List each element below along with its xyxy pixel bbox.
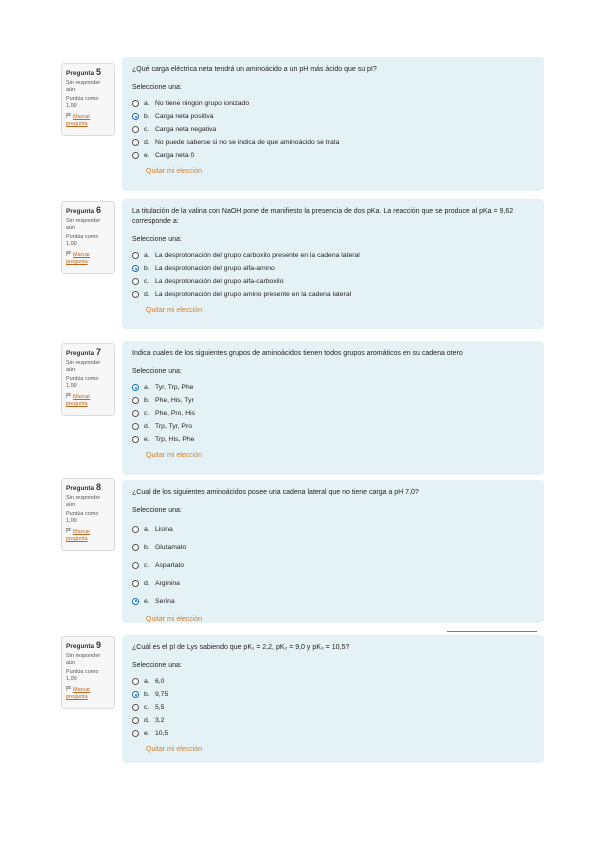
answer-prompt: Seleccione una: — [132, 236, 182, 243]
question-number: 9 — [95, 640, 101, 650]
flag-icon — [66, 113, 71, 118]
question-points: Puntúa como 1,00 — [66, 96, 99, 109]
option-letter: c. — [144, 278, 150, 285]
question-box-6 — [122, 199, 544, 329]
radio-button[interactable] — [132, 291, 139, 298]
option-text: La desprotonación del grupo amino presente en la cadena lateral — [155, 291, 352, 298]
flag-question-link[interactable] — [66, 393, 110, 408]
answer-prompt: Seleccione una: — [132, 368, 182, 375]
flag-question-label: Marcar pregunta — [66, 394, 91, 407]
question-word: Pregunta — [66, 350, 95, 357]
radio-button[interactable] — [132, 580, 139, 587]
option-text: Carga neta negativa — [155, 126, 217, 133]
option-letter: b. — [144, 265, 150, 272]
answer-option[interactable] — [132, 420, 534, 433]
radio-button[interactable] — [132, 730, 139, 737]
answer-option[interactable] — [132, 520, 534, 538]
question-number: 6 — [95, 205, 101, 215]
flag-question-link[interactable] — [66, 528, 110, 543]
question-title — [66, 642, 110, 650]
radio-button[interactable] — [132, 139, 139, 146]
option-text: Arginina — [155, 579, 180, 587]
answer-option[interactable] — [132, 288, 534, 301]
question-points: Puntúa como 1,00 — [66, 669, 99, 682]
flag-icon — [66, 686, 71, 691]
answer-option[interactable] — [132, 675, 534, 688]
question-title — [66, 349, 110, 357]
flag-icon — [66, 251, 71, 256]
answer-option[interactable] — [132, 123, 534, 136]
clear-choice-link[interactable]: Quitar mi elección — [146, 168, 203, 175]
option-letter: b. — [144, 397, 150, 404]
question-info-8 — [61, 478, 115, 551]
divider-line — [447, 631, 537, 632]
radio-button[interactable] — [132, 704, 139, 711]
option-text: Lisina — [155, 525, 173, 533]
answer-prompt: Seleccione una: — [132, 507, 182, 514]
answer-option[interactable] — [132, 394, 534, 407]
flag-question-label: Marcar pregunta — [66, 114, 91, 127]
option-text: No tiene ningún grupo ionizado — [155, 100, 250, 107]
question-info-9 — [61, 636, 115, 709]
radio-button[interactable] — [132, 384, 139, 391]
option-text: 6,0 — [155, 678, 165, 685]
radio-button[interactable] — [132, 252, 139, 259]
clear-choice-link[interactable]: Quitar mi elección — [146, 616, 203, 623]
option-text: Carga neta positiva — [155, 113, 214, 120]
radio-button[interactable] — [132, 152, 139, 159]
option-letter: a. — [144, 678, 150, 685]
answer-option[interactable] — [132, 538, 534, 556]
radio-button[interactable] — [132, 397, 139, 404]
question-info-5 — [61, 63, 115, 136]
option-letter: d. — [144, 579, 150, 587]
radio-button[interactable] — [132, 598, 139, 605]
option-text: Aspartato — [155, 561, 185, 569]
question-info-7 — [61, 343, 115, 416]
option-letter: a. — [144, 100, 150, 107]
answer-option[interactable] — [132, 381, 534, 394]
answer-option[interactable] — [132, 592, 534, 610]
option-letter: e. — [144, 730, 150, 737]
option-text: Trp, His, Phe — [155, 436, 195, 443]
radio-button[interactable] — [132, 691, 139, 698]
answer-option[interactable] — [132, 688, 534, 701]
option-text: Trp, Tyr, Pro — [155, 423, 193, 430]
answer-option[interactable] — [132, 110, 534, 123]
answer-option[interactable] — [132, 262, 534, 275]
option-text: Phe, Pro, His — [155, 410, 196, 417]
radio-button[interactable] — [132, 100, 139, 107]
option-text: Carga neta 0 — [155, 152, 195, 159]
option-letter: d. — [144, 139, 150, 146]
answer-option[interactable] — [132, 727, 534, 740]
flag-question-link[interactable] — [66, 113, 110, 128]
option-letter: c. — [144, 561, 150, 569]
flag-question-label: Marcar pregunta — [66, 529, 91, 542]
flag-question-link[interactable] — [66, 251, 110, 266]
answer-prompt: Seleccione una: — [132, 662, 182, 669]
question-points: Puntúa como 1,00 — [66, 511, 99, 524]
clear-choice-link[interactable]: Quitar mi elección — [146, 746, 203, 753]
question-word: Pregunta — [66, 70, 95, 77]
answer-option[interactable] — [132, 149, 534, 162]
radio-button[interactable] — [132, 562, 139, 569]
answer-option[interactable] — [132, 433, 534, 446]
radio-button[interactable] — [132, 278, 139, 285]
answer-option[interactable] — [132, 136, 534, 149]
flag-icon — [66, 528, 71, 533]
question-title — [66, 69, 110, 77]
option-text: La desprotonación del grupo alfa-amino — [155, 265, 275, 272]
option-text: La desprotonación del grupo alfa-carboxilo — [155, 278, 284, 285]
answer-option[interactable] — [132, 275, 534, 288]
option-text: No puede saberse si no se indica de que aminoácido se trata — [155, 139, 340, 146]
flag-question-link[interactable] — [66, 686, 110, 701]
option-text: Serina — [155, 597, 175, 605]
radio-button[interactable] — [132, 436, 139, 443]
answer-option[interactable] — [132, 574, 534, 592]
option-text: Glutamato — [155, 543, 187, 551]
question-number: 7 — [95, 347, 101, 357]
radio-button[interactable] — [132, 526, 139, 533]
option-letter: d. — [144, 423, 150, 430]
question-box-9 — [122, 635, 544, 763]
option-text: 5,5 — [155, 704, 165, 711]
question-info-6 — [61, 201, 115, 274]
option-letter: c. — [144, 126, 150, 133]
option-text: Phe, His, Tyr — [155, 397, 194, 404]
question-points: Puntúa como 1,00 — [66, 376, 99, 389]
clear-choice-link[interactable]: Quitar mi elección — [146, 452, 203, 459]
answer-option[interactable] — [132, 701, 534, 714]
option-letter: e. — [144, 597, 150, 605]
radio-button[interactable] — [132, 544, 139, 551]
answer-option[interactable] — [132, 97, 534, 110]
option-letter: b. — [144, 691, 150, 698]
question-status: Sin responder aún — [66, 360, 101, 373]
flag-question-label: Marcar pregunta — [66, 687, 91, 700]
question-box-7 — [122, 341, 544, 475]
question-box-5 — [122, 57, 544, 191]
option-text: 3,2 — [155, 717, 165, 724]
option-text: 10,5 — [155, 730, 169, 737]
question-word: Pregunta — [66, 485, 95, 492]
option-letter: c. — [144, 410, 150, 417]
answer-option[interactable] — [132, 407, 534, 420]
question-text: La titulación de la valina con NaOH pone de manifiesto la presencia de dos pKa. La reacción que se produce al pKa = 9,62 corresponde a: — [132, 208, 514, 225]
option-letter: d. — [144, 291, 150, 298]
question-word: Pregunta — [66, 643, 95, 650]
option-letter: e. — [144, 436, 150, 443]
option-letter: c. — [144, 704, 150, 711]
flag-question-label: Marcar pregunta — [66, 252, 91, 265]
radio-button[interactable] — [132, 423, 139, 430]
question-points: Puntúa como 1,00 — [66, 234, 99, 247]
radio-button[interactable] — [132, 126, 139, 133]
question-text: ¿Qué carga eléctrica neta tendrá un aminoácido a un pH más ácido que su pI? — [132, 66, 377, 73]
radio-button[interactable] — [132, 678, 139, 685]
radio-button[interactable] — [132, 717, 139, 724]
question-number: 5 — [95, 67, 101, 77]
answer-option[interactable] — [132, 249, 534, 262]
question-status: Sin responder aún — [66, 80, 101, 93]
question-text: Indica cuales de los siguientes grupos de aminoácidos tienen todos grupos aromáticos en su cadena otero — [132, 350, 463, 357]
question-status: Sin responder aún — [66, 495, 101, 508]
radio-button[interactable] — [132, 410, 139, 417]
question-word: Pregunta — [66, 208, 95, 215]
answer-prompt: Seleccione una: — [132, 84, 182, 91]
option-text: Tyr, Trp, Phe — [155, 384, 194, 391]
option-letter: b. — [144, 113, 150, 120]
option-letter: e. — [144, 152, 150, 159]
option-letter: b. — [144, 543, 150, 551]
clear-choice-link[interactable]: Quitar mi elección — [146, 307, 203, 314]
answer-option[interactable] — [132, 556, 534, 574]
option-text: La desprotonación del grupo carboxilo presente en la cadena lateral — [155, 252, 360, 259]
question-box-8 — [122, 480, 544, 623]
question-title — [66, 484, 110, 492]
option-text: 9,75 — [155, 691, 169, 698]
option-letter: a. — [144, 252, 150, 259]
question-status: Sin responder aún — [66, 653, 101, 666]
flag-icon — [66, 393, 71, 398]
option-letter: a. — [144, 525, 150, 533]
question-title — [66, 207, 110, 215]
question-text: ¿Cuál es el pI de Lys sabiendo que pK₁ = 2,2, pK₂ = 9,0 y pK₃ = 10,5? — [132, 644, 350, 651]
question-status: Sin responder aún — [66, 218, 101, 231]
option-letter: d. — [144, 717, 150, 724]
radio-button[interactable] — [132, 265, 139, 272]
question-text: ¿Cual de los siguientes aminoácidos posee una cadena lateral que no tiene carga a pH 7,0? — [132, 489, 419, 496]
radio-button[interactable] — [132, 113, 139, 120]
question-number: 8 — [95, 482, 101, 492]
option-letter: a. — [144, 384, 150, 391]
answer-option[interactable] — [132, 714, 534, 727]
